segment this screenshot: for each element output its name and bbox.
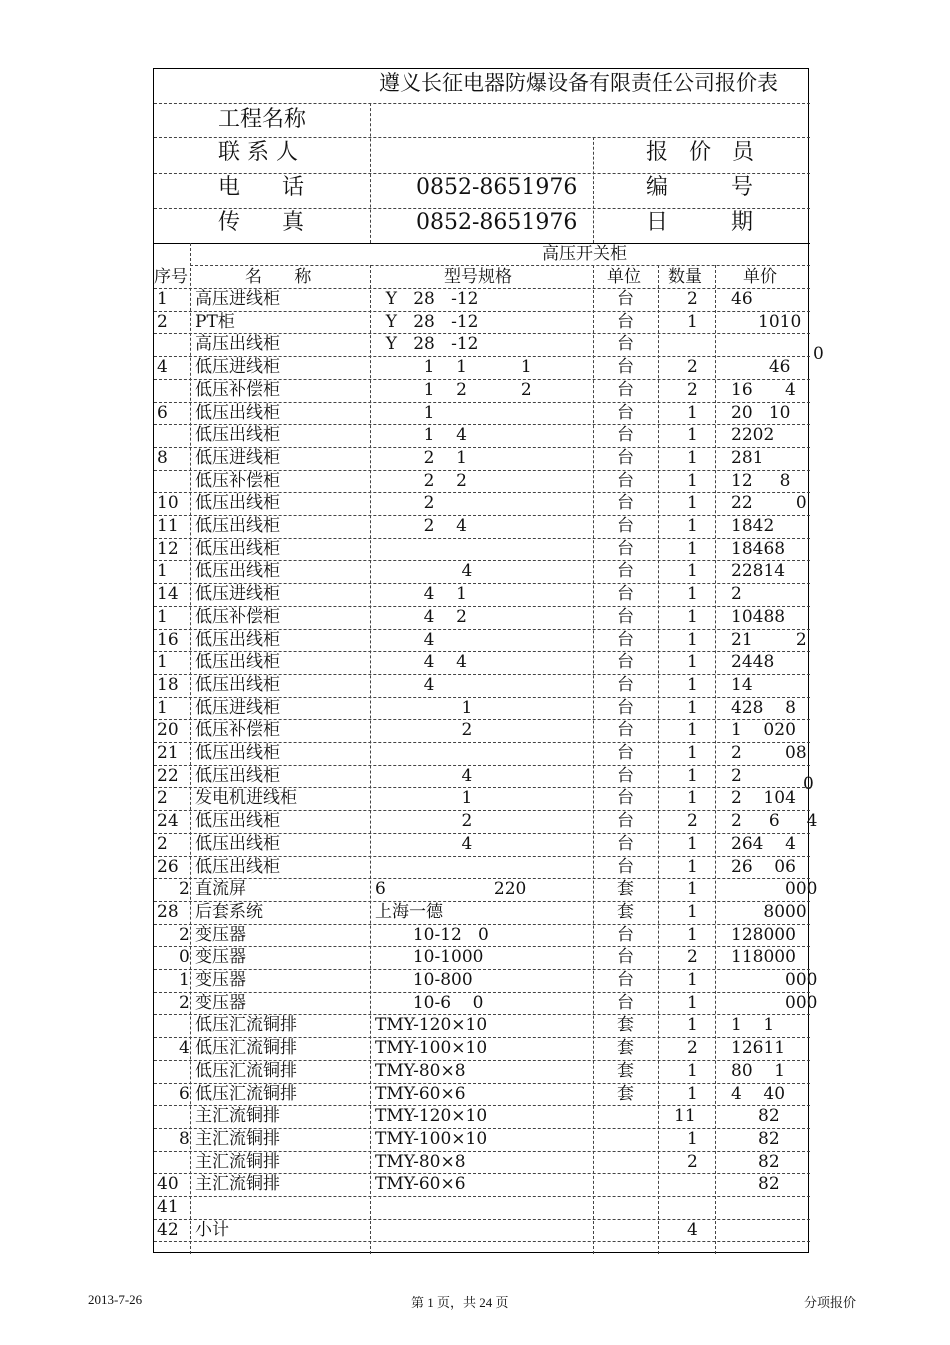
col-header-price: 单价: [743, 267, 777, 287]
quotation-sheet: [153, 68, 818, 1253]
cell-qty: 2: [687, 289, 698, 309]
cell-qty: 1: [687, 1060, 698, 1081]
cell-unit: 台: [617, 379, 634, 400]
cell-seq: 20: [157, 720, 179, 741]
cell-price: 80 1: [731, 1060, 786, 1081]
cell-price: 1010: [731, 311, 802, 332]
cell-price: 21 2: [731, 629, 807, 650]
cell-name: 低压出线柜: [195, 629, 280, 650]
cell-name: 低压出线柜: [195, 402, 280, 423]
cell-unit: 套: [617, 1038, 634, 1059]
cell-qty: 1: [687, 856, 698, 877]
cell-model: TMY-120×10: [375, 1106, 488, 1127]
cell-unit: 台: [617, 493, 634, 514]
cell-name: 低压补偿柜: [195, 470, 280, 491]
cell-price: 22814: [731, 561, 786, 582]
cell-qty: 4: [687, 1219, 698, 1240]
cell-model: Y 28 -12: [375, 289, 479, 309]
footer-sheet-name: 分项报价: [804, 1295, 857, 1310]
cell-seq: 1: [157, 652, 168, 673]
header-divider: [154, 208, 810, 209]
cell-unit: 台: [617, 970, 634, 990]
cell-qty: 1: [687, 765, 698, 786]
cell-price: 82: [731, 1151, 780, 1172]
cell-price: 46: [731, 357, 791, 378]
cell-name: 低压出线柜: [195, 765, 280, 786]
cell-unit: 套: [617, 879, 634, 900]
price-table: [154, 243, 818, 1254]
phone-label: 电 话: [218, 175, 304, 200]
cell-seq: 24: [157, 811, 179, 832]
date-label: 日 期: [646, 210, 753, 235]
cell-unit: 台: [617, 447, 634, 468]
cell-seq: 10: [157, 493, 179, 514]
cell-name: PT柜: [195, 311, 235, 332]
cell-unit: 台: [617, 606, 634, 627]
fax-value: 0852-8651976: [416, 210, 578, 235]
number-label: 编 号: [646, 175, 753, 200]
cell-price: 16 4: [731, 379, 796, 400]
cell-seq: 2: [157, 311, 168, 332]
cell-qty: 1: [687, 697, 698, 718]
cell-name: 低压汇流铜排: [195, 1060, 297, 1081]
cell-unit: 台: [617, 289, 634, 309]
cell-seq: 4: [157, 357, 168, 378]
cell-seq: 1: [157, 289, 168, 309]
cell-name: 变压器: [195, 992, 246, 1013]
cell-price: 12611: [731, 1038, 786, 1059]
cell-price: 1842: [731, 516, 775, 536]
cell-price: 000: [731, 970, 818, 990]
cell-model: 4: [375, 561, 473, 582]
cell-qty: 1: [687, 1128, 698, 1149]
cell-name: 低压进线柜: [195, 357, 280, 378]
cell-price: 2 104: [731, 788, 796, 809]
cell-model: 10-1000: [375, 947, 484, 968]
cell-price: 8000: [731, 901, 807, 922]
row-divider: [154, 1196, 810, 1197]
cell-name: 低压出线柜: [195, 425, 280, 446]
cell-price: 4 40: [731, 1083, 786, 1104]
cell-model: 2 4: [375, 516, 467, 536]
cell-unit: 台: [617, 765, 634, 786]
footer-date: 2013-7-26: [88, 1292, 143, 1307]
cell-qty: 1: [687, 743, 698, 763]
cell-model: TMY-60×6: [375, 1174, 466, 1195]
cell-qty: 1: [687, 674, 698, 695]
cell-name: 低压进线柜: [195, 584, 280, 605]
cell-model: 1 1 1: [375, 357, 532, 378]
cell-price: 118000: [731, 947, 796, 968]
cell-seq: 1: [179, 970, 190, 990]
cell-seq: 6: [179, 1083, 190, 1104]
cell-seq: 0: [179, 947, 190, 968]
header-col-divider: [370, 103, 371, 243]
cell-qty: 2: [687, 379, 698, 400]
cell-name: 主汇流铜排: [195, 1128, 280, 1149]
cell-qty: 1: [687, 720, 698, 741]
cell-name: 低压出线柜: [195, 493, 280, 514]
cell-unit: 套: [617, 1015, 634, 1036]
row-divider: [154, 969, 810, 970]
cell-name: 低压出线柜: [195, 743, 280, 763]
cell-model: 1: [375, 402, 435, 423]
cell-name: 低压进线柜: [195, 447, 280, 468]
cell-seq: 16: [157, 629, 179, 650]
cell-seq: 2: [179, 879, 190, 900]
cell-model: 1: [375, 788, 473, 809]
cell-price: 46: [731, 289, 753, 309]
cell-model: TMY-80×8: [375, 1060, 466, 1081]
cell-price: 000: [731, 879, 818, 900]
cell-seq: 2: [179, 924, 190, 945]
cell-model: TMY-100×10: [375, 1038, 488, 1059]
cell-model: 1 2 2: [375, 379, 532, 400]
cell-name: 低压补偿柜: [195, 720, 280, 741]
contact-label: 联 系 人: [218, 140, 298, 165]
cell-qty: 2: [687, 357, 698, 378]
cell-qty: 2: [687, 1151, 698, 1172]
cell-unit: 台: [617, 584, 634, 605]
cell-unit: 台: [617, 629, 634, 650]
cell-name: 高压出线柜: [195, 334, 280, 355]
cell-model: TMY-60×6: [375, 1083, 466, 1104]
page-title: 遵义长征电器防爆设备有限责任公司报价表: [379, 71, 778, 95]
cell-seq: 2: [157, 833, 168, 854]
cell-price: 1 020: [731, 720, 796, 741]
cell-qty: 1: [687, 901, 698, 922]
cell-qty: 1: [687, 833, 698, 854]
cell-unit: 台: [617, 743, 634, 763]
cell-seq: 12: [157, 538, 179, 559]
cell-seq: 6: [157, 402, 168, 423]
col-header-qty: 数量: [668, 267, 702, 287]
cell-qty: 1: [687, 924, 698, 945]
cell-model: 10-6 0: [375, 992, 484, 1013]
cell-unit: 台: [617, 924, 634, 945]
cell-price: 1 1: [731, 1015, 775, 1036]
cell-unit: 台: [617, 720, 634, 741]
cell-price: 10488: [731, 606, 786, 627]
cell-seq: 40: [157, 1174, 179, 1195]
cell-seq: 22: [157, 765, 179, 786]
cell-model: 2 2: [375, 470, 467, 491]
cell-price: 82: [731, 1106, 780, 1127]
cell-unit: 台: [617, 538, 634, 559]
cell-name: 低压出线柜: [195, 652, 280, 673]
cell-unit: 台: [617, 992, 634, 1013]
cell-name: 低压出线柜: [195, 561, 280, 582]
cell-qty: 1: [687, 447, 698, 468]
cell-price: 000: [731, 992, 818, 1013]
cell-name: 直流屏: [195, 879, 246, 900]
cell-model: 1 4: [375, 425, 467, 446]
col-header-model: 型号规格: [444, 267, 512, 287]
cell-price: 2: [731, 584, 742, 605]
cell-price: 82: [731, 1128, 780, 1149]
cell-name: 低压汇流铜排: [195, 1083, 297, 1104]
cell-unit: 套: [617, 901, 634, 922]
cell-name: 主汇流铜排: [195, 1151, 280, 1172]
header-divider: [154, 137, 810, 138]
cell-unit: 台: [617, 470, 634, 491]
row-divider: [154, 1219, 810, 1220]
col-divider-seq: [190, 243, 191, 1254]
cell-seq: 2: [157, 788, 168, 809]
cell-qty: 1: [687, 1083, 698, 1104]
cell-seq: 11: [157, 516, 179, 536]
cell-name: 发电机进线柜: [195, 788, 297, 809]
project-name-label: 工程名称: [218, 107, 307, 132]
cell-qty: 1: [687, 561, 698, 582]
cell-qty: 1: [687, 311, 698, 332]
cell-model: Y 28 -12: [375, 311, 479, 332]
cell-name: 变压器: [195, 970, 246, 990]
cell-unit: 台: [617, 425, 634, 446]
cell-seq: 8: [157, 447, 168, 468]
cell-name: 后套系统: [195, 901, 263, 922]
cell-seq: 1: [157, 697, 168, 718]
cell-unit: 台: [617, 674, 634, 695]
cell-model: 上海一德: [375, 901, 443, 922]
cell-price: 2202: [731, 425, 775, 446]
cell-unit: 套: [617, 1083, 634, 1104]
cell-qty: 1: [687, 606, 698, 627]
cell-name: 低压汇流铜排: [195, 1038, 297, 1059]
stray-mark: 0: [813, 344, 824, 364]
footer-page-number: 第 1 页，共 24 页: [411, 1295, 509, 1310]
cell-seq: 26: [157, 856, 179, 877]
cell-qty: 1: [687, 538, 698, 559]
cell-unit: 台: [617, 652, 634, 673]
cell-model: 2: [375, 720, 473, 741]
cell-model: 4: [375, 629, 435, 650]
cell-name: 高压进线柜: [195, 289, 280, 309]
cell-model: 2: [375, 811, 473, 832]
cell-model: TMY-80×8: [375, 1151, 466, 1172]
cell-qty: 1: [687, 493, 698, 514]
cell-price: 14: [731, 674, 753, 695]
col-header-unit: 单位: [607, 267, 641, 287]
row-divider: [190, 265, 810, 266]
cell-unit: 台: [617, 516, 634, 536]
cell-qty: 1: [687, 516, 698, 536]
cell-model: TMY-120×10: [375, 1015, 488, 1036]
cell-name: 变压器: [195, 947, 246, 968]
cell-seq: 21: [157, 743, 179, 763]
cell-seq: 8: [179, 1128, 190, 1149]
cell-model: 4: [375, 674, 435, 695]
col-header-seq: 序号: [154, 267, 188, 287]
cell-model: 10-12 0: [375, 924, 489, 945]
cell-model: Y 28 -12: [375, 334, 479, 355]
cell-unit: 台: [617, 311, 634, 332]
cell-seq: 18: [157, 674, 179, 695]
cell-qty: 1: [687, 629, 698, 650]
cell-seq: 42: [157, 1219, 179, 1240]
cell-price: 428 8: [731, 697, 796, 718]
cell-price: 82: [731, 1174, 780, 1195]
cell-name: 低压出线柜: [195, 538, 280, 559]
cell-price: 18468: [731, 538, 786, 559]
cell-seq: 41: [157, 1197, 179, 1217]
cell-price: 2448: [731, 652, 775, 673]
cell-qty: 1: [687, 402, 698, 423]
cell-price: 26 06: [731, 856, 796, 877]
fax-label: 传 真: [218, 210, 304, 235]
col-header-name: 名 称: [245, 267, 312, 287]
cell-price: 281: [731, 447, 764, 468]
cell-name: 低压出线柜: [195, 811, 280, 832]
cell-qty: 1: [687, 425, 698, 446]
cell-name: 低压出线柜: [195, 833, 280, 854]
cell-name: 低压出线柜: [195, 516, 280, 536]
cell-name: 低压进线柜: [195, 697, 280, 718]
cell-seq: 28: [157, 901, 179, 922]
cell-seq: 2: [179, 992, 190, 1013]
cell-unit: 台: [617, 811, 634, 832]
cell-name: 低压出线柜: [195, 674, 280, 695]
cell-qty: 1: [687, 652, 698, 673]
cell-unit: 台: [617, 561, 634, 582]
cell-model: 10-800: [375, 970, 473, 990]
cell-unit: 台: [617, 334, 634, 355]
cell-price: 128000: [731, 924, 796, 945]
cell-name: 变压器: [195, 924, 246, 945]
cell-qty: 1: [687, 992, 698, 1013]
section-title: 高压开关柜: [542, 244, 627, 264]
cell-price: 2: [731, 765, 742, 786]
cell-unit: 台: [617, 856, 634, 877]
cell-name: 低压汇流铜排: [195, 1015, 297, 1036]
cell-unit: 台: [617, 357, 634, 378]
cell-unit: 套: [617, 1060, 634, 1081]
cell-qty: 1: [687, 584, 698, 605]
cell-name: 主汇流铜排: [195, 1174, 280, 1195]
cell-seq: 1: [157, 606, 168, 627]
cell-model: 2: [375, 493, 435, 514]
cell-price: 22 0: [731, 493, 807, 514]
phone-value: 0852-8651976: [416, 175, 578, 200]
cell-price: 264 4: [731, 833, 796, 854]
cell-unit: 台: [617, 402, 634, 423]
cell-model: 2 1: [375, 447, 467, 468]
header-divider: [154, 103, 810, 104]
cell-name: 低压补偿柜: [195, 606, 280, 627]
cell-model: 4: [375, 833, 473, 854]
quoter-label: 报 价 员: [646, 140, 754, 165]
cell-model: 4 2: [375, 606, 467, 627]
row-divider: [154, 1241, 810, 1242]
cell-price: 2 08: [731, 743, 807, 763]
cell-unit: 台: [617, 947, 634, 968]
stray-mark: 0: [803, 774, 814, 794]
cell-qty: 2: [687, 947, 698, 968]
cell-price: 2 6 4: [731, 811, 818, 832]
cell-name: 低压补偿柜: [195, 379, 280, 400]
cell-price: 12 8: [731, 470, 791, 491]
cell-qty: 2: [687, 1038, 698, 1059]
cell-qty: 1: [687, 470, 698, 491]
cell-name: 低压出线柜: [195, 856, 280, 877]
cell-qty: 11: [674, 1106, 696, 1127]
cell-unit: 台: [617, 788, 634, 809]
cell-seq: 1: [157, 561, 168, 582]
cell-model: 4 4: [375, 652, 467, 673]
cell-model: 4 1: [375, 584, 467, 605]
header-divider: [154, 173, 810, 174]
cell-unit: 台: [617, 697, 634, 718]
cell-qty: 1: [687, 1015, 698, 1036]
cell-model: 1: [375, 697, 473, 718]
cell-qty: 2: [687, 811, 698, 832]
cell-seq: 4: [179, 1038, 190, 1059]
cell-seq: 14: [157, 584, 179, 605]
cell-name: 小计: [195, 1219, 229, 1240]
cell-qty: 1: [687, 970, 698, 990]
cell-qty: 1: [687, 879, 698, 900]
cell-qty: 1: [687, 788, 698, 809]
cell-unit: 台: [617, 833, 634, 854]
cell-price: 20 10: [731, 402, 791, 423]
cell-model: 4: [375, 765, 473, 786]
header-col-divider: [593, 137, 594, 243]
cell-name: 主汇流铜排: [195, 1106, 280, 1127]
cell-model: 6 220: [375, 879, 527, 900]
cell-model: TMY-100×10: [375, 1128, 488, 1149]
row-divider: [154, 311, 810, 312]
